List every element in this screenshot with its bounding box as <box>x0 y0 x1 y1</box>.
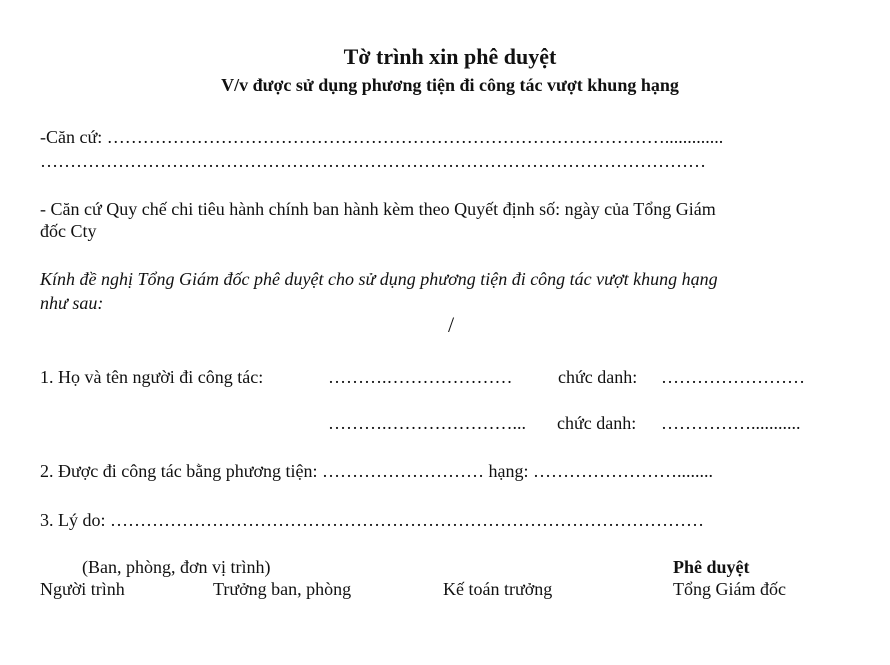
can-cu-line-1: -Căn cứ: …………………………………………………………………………………............. <box>40 127 724 147</box>
document-subtitle: V/v được sử dụng phương tiện đi công tác vượt khung hạng <box>221 75 679 95</box>
signature-unit-note: (Ban, phòng, đơn vị trình) <box>82 557 271 577</box>
document-title: Tờ trình xin phê duyệt <box>343 44 557 69</box>
item1-label: 1. Họ và tên người đi công tác: <box>40 367 264 387</box>
signature-submitter: Người trình <box>40 579 125 599</box>
signature-department-head: Trưởng ban, phòng <box>213 579 352 599</box>
request-line-2: như sau: <box>40 293 104 313</box>
item1-name-field: ……….………………… <box>328 367 513 387</box>
signature-general-director: Tổng Giám đốc <box>673 579 786 599</box>
can-cu-line-2: - Căn cứ Quy chế chi tiêu hành chính ban hành kèm theo Quyết định số: ngày của Tổng Giám <box>40 199 716 219</box>
signature-approve-heading: Phê duyệt <box>673 557 750 577</box>
item1-title-label: chức danh: <box>558 367 638 387</box>
item1b-title-label: chức danh: <box>557 413 637 433</box>
item1b-name-field: ……….…………………... <box>328 413 526 433</box>
can-cu-line-2-cont: đốc Cty <box>40 221 97 241</box>
item1-title-field: …………………… <box>661 367 805 387</box>
item2-line: 2. Được đi công tác bằng phương tiện: ……………………… hạng: ……………………........ <box>40 461 713 481</box>
item1b-title-field: ……………........... <box>661 413 801 433</box>
signature-chief-accountant: Kế toán trưởng <box>443 579 553 599</box>
item3-line: 3. Lý do: ……………………………………………………………………………………… <box>40 510 704 530</box>
slash-mark: / <box>448 312 455 337</box>
request-line-1: Kính đề nghị Tổng Giám đốc phê duyệt cho sử dụng phương tiện đi công tác vượt khung hạng <box>40 269 718 289</box>
can-cu-line-1-cont: ………………………………………………………………………………………………… <box>40 151 706 171</box>
